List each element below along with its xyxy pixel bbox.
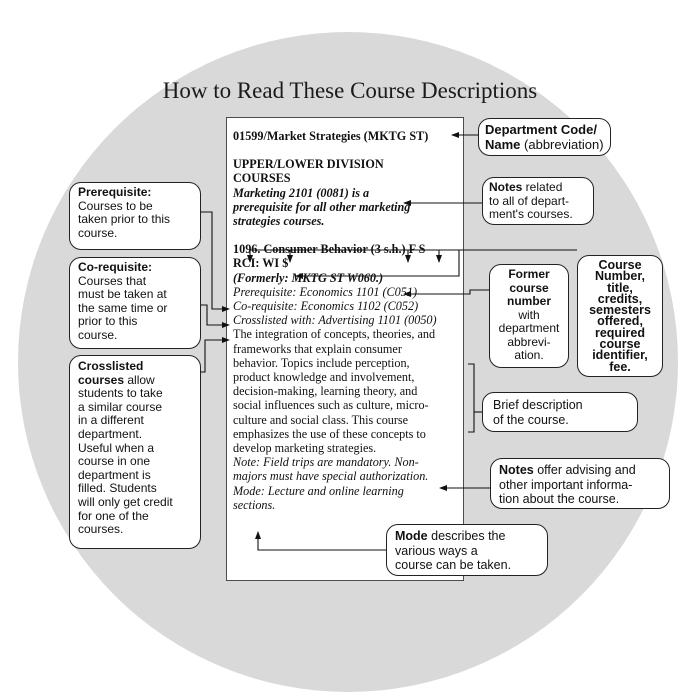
- callout-notes-related-bold: Notes: [489, 180, 523, 194]
- callout-course-number-text: offered,: [597, 314, 643, 329]
- callout-corequisite-text: the same time or: [78, 300, 168, 315]
- callout-department-code-rest: (abbreviation): [520, 137, 604, 152]
- division-line-1: UPPER/LOWER DIVISION: [233, 157, 384, 172]
- description-line: develop marketing strategies.: [233, 441, 377, 456]
- page-title: How to Read These Course Descriptions: [162, 78, 538, 103]
- callout-course-number: [577, 255, 663, 377]
- department-note-line-3: strategies courses.: [233, 214, 325, 229]
- callout-corequisite-text: course.: [78, 327, 118, 342]
- course-note-line: Note: Field trips are mandatory. Non-: [233, 455, 419, 470]
- callout-notes-offer-text: other important informa-: [499, 477, 633, 492]
- callout-crosslisted-text: allow: [124, 372, 155, 387]
- callout-department-code-bold2: Name: [485, 137, 521, 152]
- callout-crosslisted-text: filled. Students: [78, 481, 157, 496]
- callout-former-number-text: ation.: [514, 348, 544, 362]
- callout-notes-related-text: ment's courses.: [489, 207, 573, 221]
- callout-course-number-text: identifier,: [592, 348, 648, 363]
- callout-corequisite: [69, 257, 201, 349]
- description-line: emphasizes the use of these concepts to: [233, 426, 426, 441]
- corequisite-line: Co-requisite: Economics 1102 (C052): [233, 299, 419, 314]
- callout-crosslisted-text: department is: [78, 467, 151, 482]
- callout-notes-related-text: to all of depart-: [489, 193, 570, 208]
- callout-former-number-text: abbrevi-: [507, 334, 551, 349]
- description-line: The integration of concepts, theories, and: [233, 327, 436, 342]
- callout-former-number-bold: course: [509, 280, 549, 295]
- prerequisite-line: Prerequisite: Economics 1101 (C051): [233, 284, 418, 299]
- callout-former-number-text: with: [518, 307, 540, 322]
- callout-former-number-bold: number: [506, 294, 551, 308]
- callout-crosslisted-text: department.: [78, 426, 143, 441]
- callout-prerequisite-bold: Prerequisite:: [78, 185, 152, 199]
- formerly-line: (Formerly: MKTG ST W060.): [233, 270, 384, 285]
- description-line: product knowledge and involvement,: [233, 370, 415, 385]
- callout-corequisite-text: must be taken at: [78, 287, 167, 301]
- course-description-card: [226, 117, 464, 581]
- callout-department-code: [478, 118, 611, 156]
- description-line: social influences such as culture, micro-: [233, 398, 429, 413]
- callout-prerequisite-text: course.: [78, 225, 118, 240]
- callout-crosslisted: [69, 355, 201, 549]
- callout-crosslisted-text: courses.: [78, 522, 124, 537]
- division-line-2: COURSES: [233, 171, 291, 186]
- callout-former-number-text: department: [498, 321, 560, 335]
- callout-prerequisite-text: taken prior to this: [78, 212, 171, 226]
- callout-department-code-bold1: Department Code/: [485, 122, 597, 137]
- callout-crosslisted-text: Useful when a: [78, 440, 155, 455]
- description-line: frameworks that explain consumer: [233, 341, 402, 356]
- callout-corequisite-text: prior to this: [78, 314, 138, 328]
- callout-brief-description-text: of the course.: [493, 413, 569, 427]
- department-line: 01599/Market Strategies (MKTG ST): [233, 129, 429, 143]
- callout-course-number-text: credits,: [597, 291, 643, 306]
- callout-course-number-text: title,: [607, 280, 633, 295]
- rci-line: RCI: WI $: [233, 256, 289, 271]
- callout-brief-description-text: Brief description: [493, 398, 583, 412]
- description-line: behavior. Topics include perception,: [233, 355, 410, 370]
- callout-course-number-text: fee.: [609, 359, 631, 374]
- description-line: decision-making, learning theory, and: [233, 384, 418, 399]
- callout-crosslisted-bold: Crosslisted: [78, 359, 144, 373]
- callout-former-number-bold: Former: [508, 267, 550, 281]
- callout-notes-offer-bold: Notes: [499, 463, 534, 477]
- callout-crosslisted-text: will only get credit: [78, 494, 173, 509]
- callout-mode-text: various ways a: [395, 543, 478, 558]
- callout-prerequisite: [69, 182, 201, 250]
- mode-line: sections.: [233, 497, 276, 512]
- callout-crosslisted-text: students to take: [78, 386, 163, 401]
- callout-crosslisted-bold: courses: [78, 372, 125, 387]
- callout-corequisite-text: Courses that: [78, 273, 147, 288]
- callout-notes-related-text: related: [522, 180, 563, 194]
- callout-crosslisted-text: for one of the: [78, 508, 149, 523]
- callout-mode-text: describes the: [427, 529, 506, 543]
- callout-notes-offer: [490, 458, 670, 509]
- callout-mode-bold: Mode: [395, 529, 428, 543]
- callout-crosslisted-text: a similar course: [78, 399, 163, 414]
- department-note-line-1: Marketing 2101 (0081) is a: [233, 185, 370, 200]
- callout-former-number: [489, 264, 569, 368]
- callout-notes-offer-text: tion about the course.: [499, 492, 620, 506]
- callout-course-number-text: required: [594, 325, 645, 340]
- course-title-line: 1096. Consumer Behavior (3 s.h.) F S: [233, 242, 426, 257]
- crosslisted-line: Crosslisted with: Advertising 1101 (0050): [233, 313, 437, 328]
- callout-course-number-text: course: [599, 337, 641, 352]
- department-note-line-2: prerequisite for all other marketing: [233, 199, 411, 214]
- callout-notes-related: [482, 177, 594, 225]
- callout-mode-text: course can be taken.: [395, 558, 512, 572]
- callout-course-number-text: Number,: [594, 269, 645, 284]
- callout-course-number-text: Course: [598, 258, 642, 272]
- callout-brief-description: [482, 392, 638, 432]
- callout-corequisite-bold: Co-requisite:: [78, 260, 153, 274]
- callout-course-number-text: semesters: [589, 303, 651, 318]
- description-line: culture and social class. This course: [233, 412, 409, 427]
- course-note-line: majors must have special authorization.: [233, 469, 429, 484]
- callout-mode: [386, 524, 548, 576]
- callout-prerequisite-text: Courses to be: [78, 198, 153, 213]
- mode-line: Mode: Lecture and online learning: [233, 483, 404, 498]
- callout-crosslisted-text: course in one: [78, 454, 151, 469]
- callout-notes-offer-text: offer advising and: [533, 463, 636, 477]
- callout-crosslisted-text: in a different: [78, 413, 144, 428]
